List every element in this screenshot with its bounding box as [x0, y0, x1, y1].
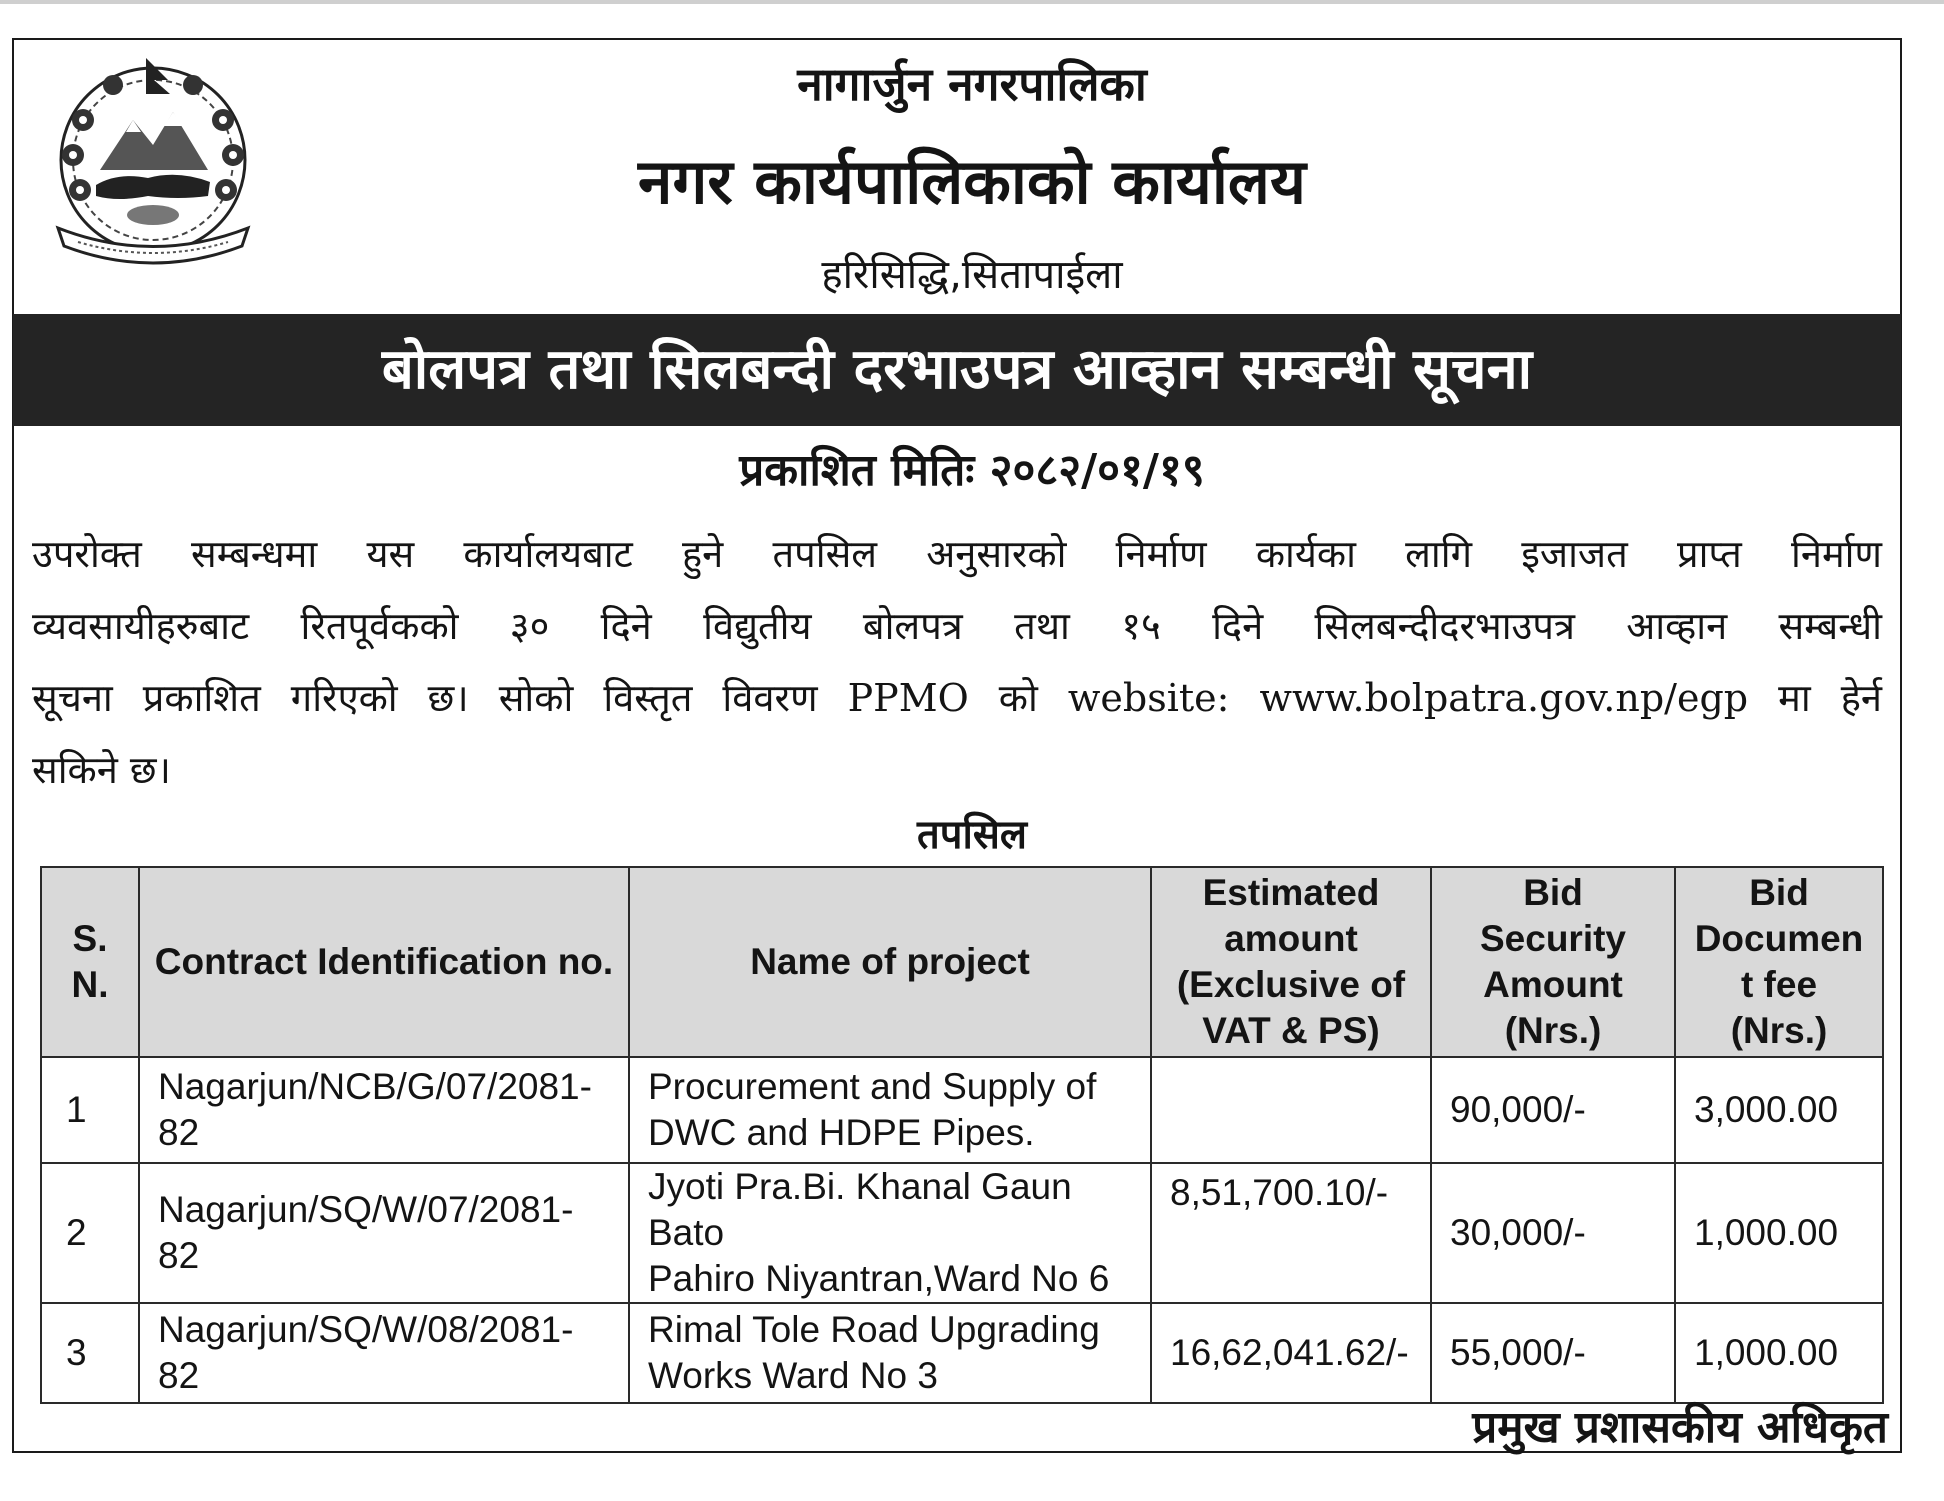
- publication-date: प्रकाशित मितिः २०८२/०१/१९: [739, 445, 1205, 496]
- cell-project-name: Jyoti Pra.Bi. Khanal Gaun Bato Pahiro Niyantran,Ward No 6: [629, 1163, 1151, 1303]
- body-line: उपरोक्त सम्बन्धमा यस कार्यालयबाट हुने तपसिल अनुसारको निर्माण कार्यका लागि इजाजत प्राप्त निर्माण: [32, 532, 1882, 576]
- cell-contract-id: Nagarjun/NCB/G/07/2081-82: [139, 1057, 629, 1163]
- office-name: नगर कार्यपालिकाको कार्यालय: [638, 145, 1306, 218]
- cell-sn: 2: [41, 1163, 139, 1303]
- header-estimated-amount: Estimated amount (Exclusive of VAT & PS): [1151, 867, 1431, 1057]
- header-project-name: Name of project: [629, 867, 1151, 1057]
- table-row: [41, 1303, 1883, 1403]
- notice-body: [32, 518, 1882, 806]
- notice-title-band: [13, 314, 1901, 426]
- cell-contract-id: Nagarjun/SQ/W/07/2081-82: [139, 1163, 629, 1303]
- cell-estimated-amount: [1151, 1057, 1431, 1163]
- table-row: [41, 1163, 1883, 1303]
- table-row: [41, 1057, 1883, 1163]
- cell-contract-id: Nagarjun/SQ/W/08/2081-82: [139, 1303, 629, 1403]
- municipality-name: नागार्जुन नगरपालिका: [797, 57, 1147, 111]
- office-address: हरिसिद्धि,सितापाईला: [821, 252, 1123, 298]
- cell-bid-security: 55,000/-: [1431, 1303, 1675, 1403]
- header-document-fee: Bid Documen t fee (Nrs.): [1675, 867, 1883, 1057]
- cell-bid-security: 90,000/-: [1431, 1057, 1675, 1163]
- signatory-title: प्रमुख प्रशासकीय अधिकृत: [1472, 1402, 1888, 1453]
- bid-schedule-table: [40, 866, 1884, 1404]
- cell-estimated-amount: 16,62,041.62/-: [1151, 1303, 1431, 1403]
- body-line: व्यवसायीहरुबाट रितपूर्वकको ३० दिने विद्युतीय बोलपत्र तथा १५ दिने सिलबन्दीदरभाउपत्र आव्हान सम्बन्धी: [32, 604, 1882, 648]
- cell-estimated-amount: 8,51,700.10/-: [1151, 1163, 1431, 1303]
- cell-sn: 1: [41, 1057, 139, 1163]
- header-bid-security: Bid Security Amount (Nrs.): [1431, 867, 1675, 1057]
- top-rule: [0, 0, 1944, 4]
- cell-document-fee: 3,000.00: [1675, 1057, 1883, 1163]
- cell-document-fee: 1,000.00: [1675, 1163, 1883, 1303]
- cell-bid-security: 30,000/-: [1431, 1163, 1675, 1303]
- header-sn: S. N.: [41, 867, 139, 1057]
- cell-document-fee: 1,000.00: [1675, 1303, 1883, 1403]
- table-header-row: [41, 867, 1883, 1057]
- header-contract-id: Contract Identification no.: [139, 867, 629, 1057]
- cell-sn: 3: [41, 1303, 139, 1403]
- cell-project-name: Rimal Tole Road Upgrading Works Ward No 3: [629, 1303, 1151, 1403]
- body-line: सकिने छ।: [32, 748, 171, 792]
- cell-project-name: Procurement and Supply of DWC and HDPE Pipes.: [629, 1057, 1151, 1163]
- body-line: सूचना प्रकाशित गरिएको छ। सोको विस्तृत विवरण PPMO को website: www.bolpatra.gov.np/egp मा हेर्न: [32, 676, 1882, 720]
- schedule-title: तपसिल: [916, 812, 1028, 858]
- notice-title: बोलपत्र तथा सिलबन्दी दरभाउपत्र आव्हान सम्बन्धी सूचना: [381, 337, 1533, 402]
